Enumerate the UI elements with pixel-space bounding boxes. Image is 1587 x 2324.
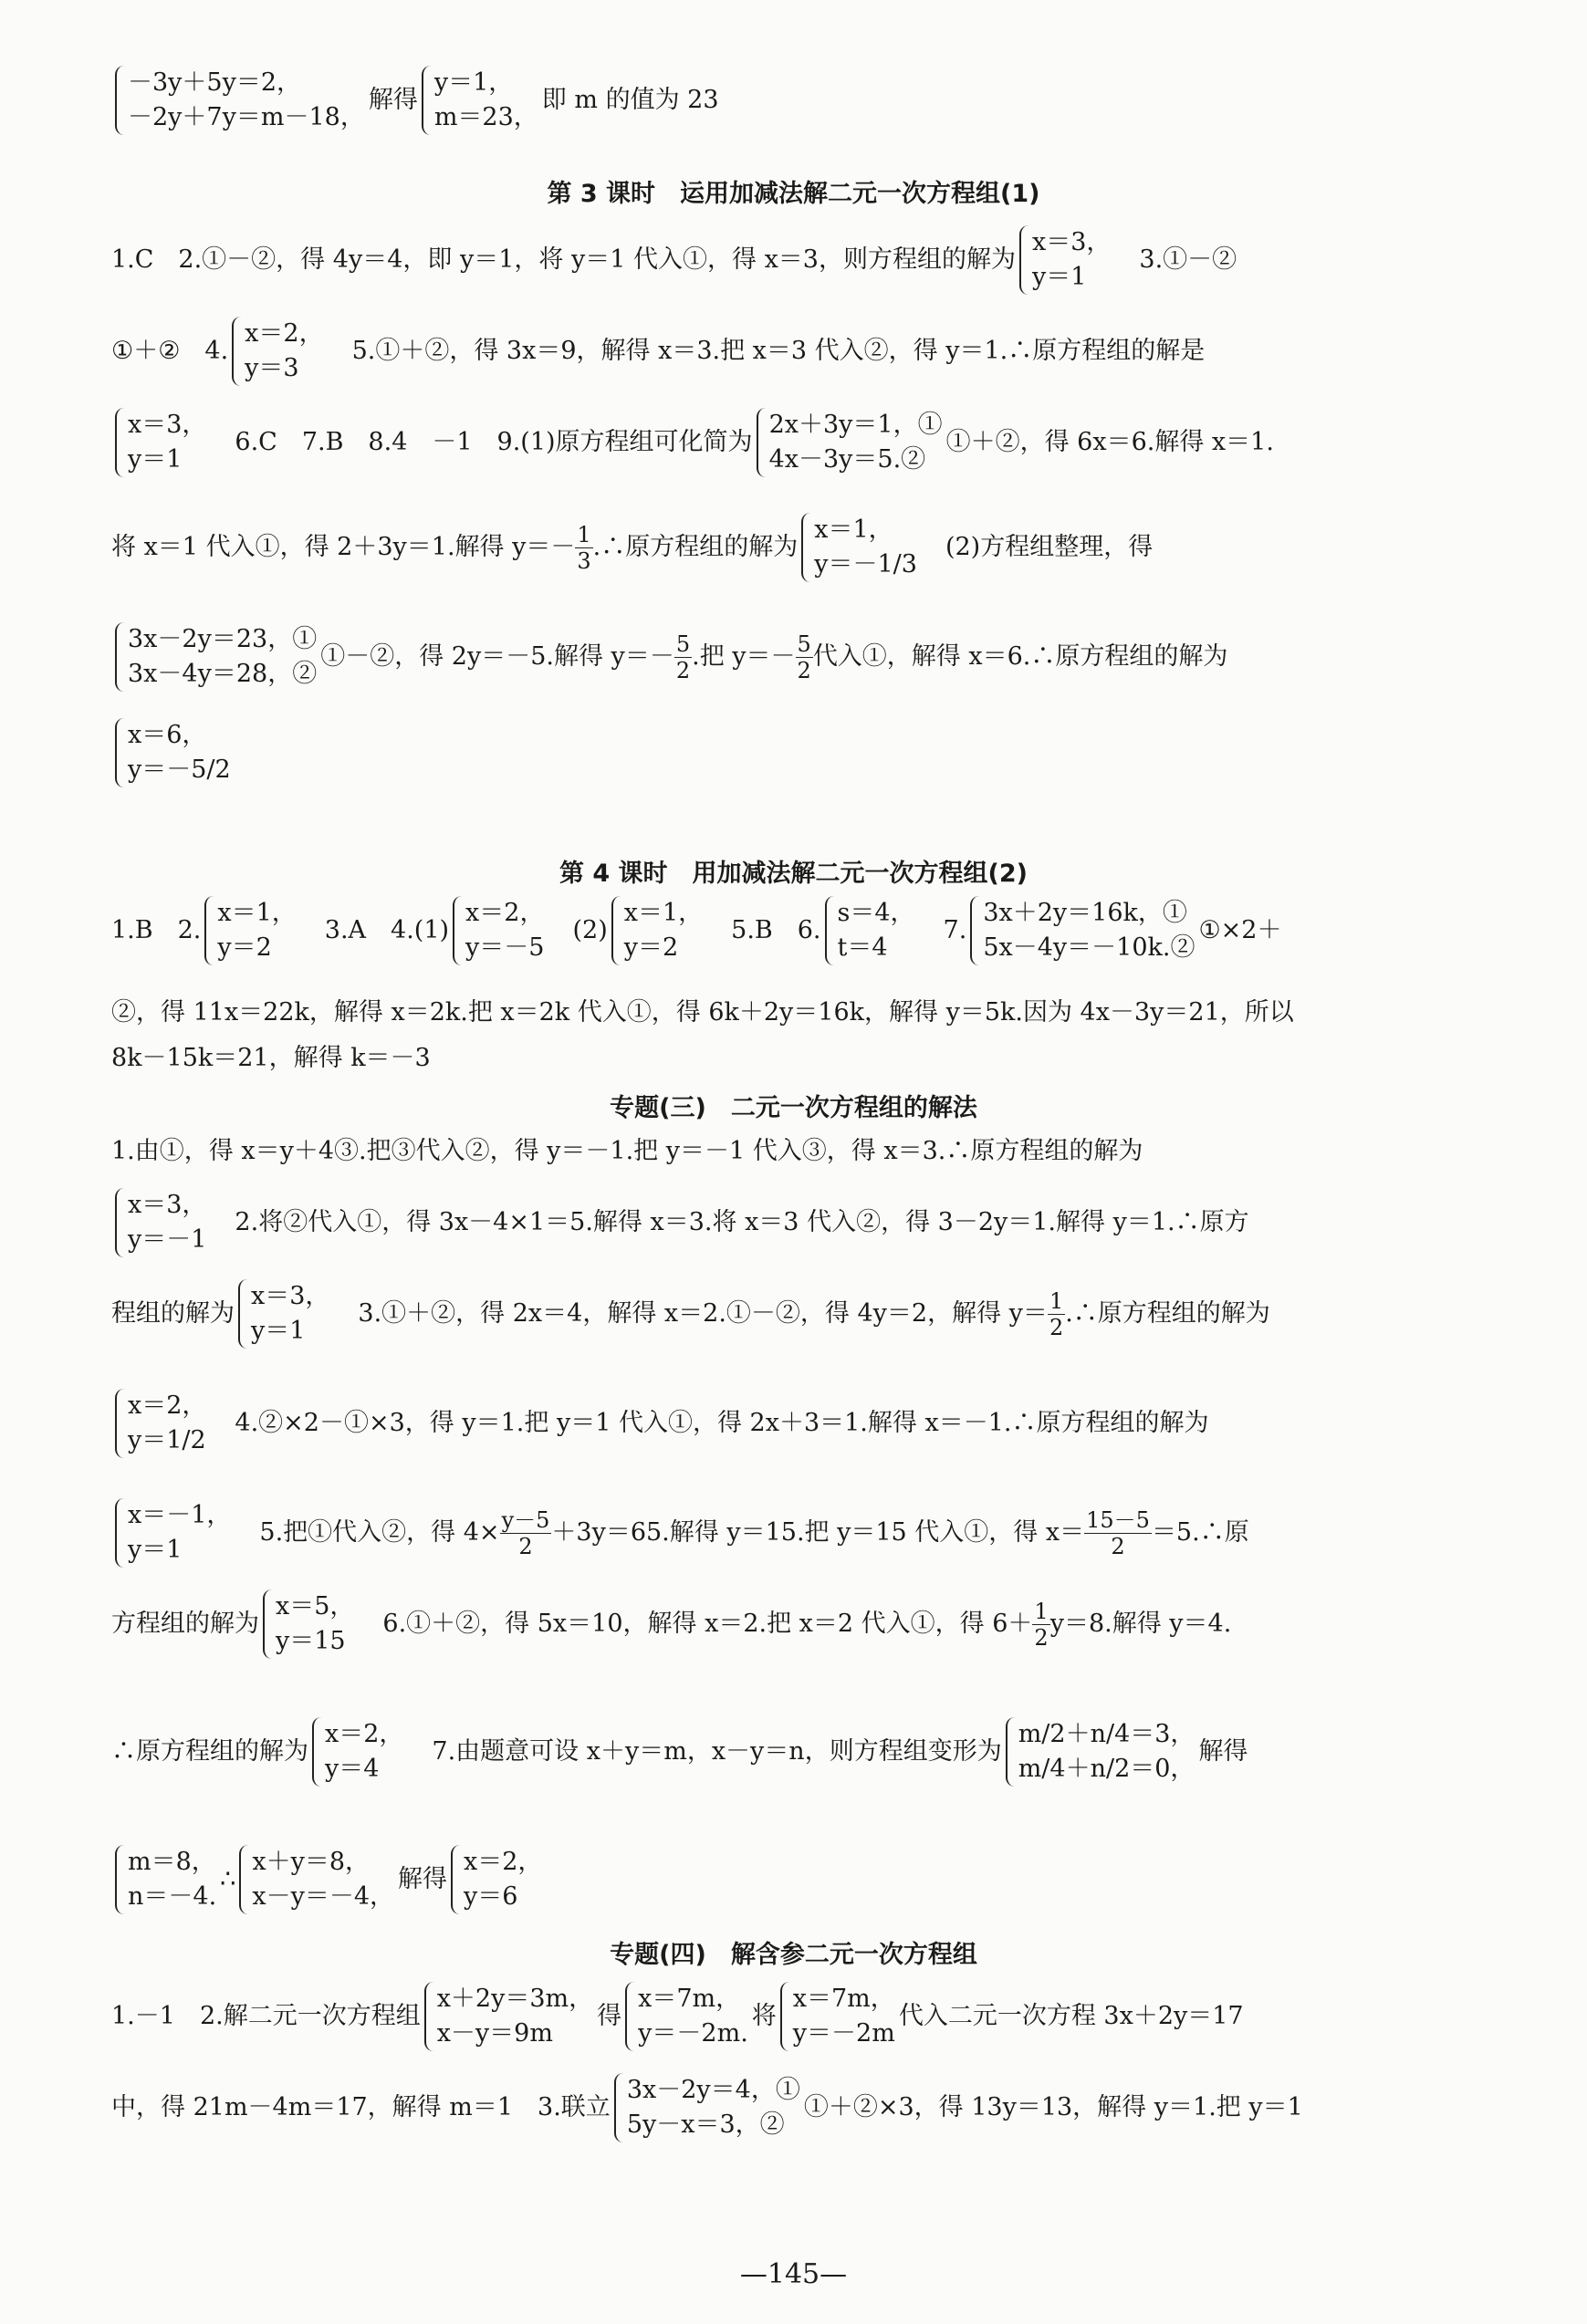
brace-icon: [825, 896, 834, 965]
equation-system: [780, 1982, 895, 2051]
equation-row: x＝3，: [128, 1191, 207, 1219]
answer-text: 1.C 2.①－②，得 4y＝4，即 y＝1，将 y＝1 代入①，得 x＝3，则方程组的解为: [111, 245, 1016, 274]
answer-text: 7.: [918, 916, 967, 944]
answer-line: [111, 64, 1377, 137]
equation-system: [453, 896, 544, 965]
answer-text: ①＋②，得 6x＝6.解得 x＝1.: [945, 428, 1274, 456]
brace-icon: [312, 1717, 321, 1787]
brace-icon: [1019, 225, 1028, 295]
denominator: 2: [1034, 1624, 1049, 1651]
equation-system: [451, 1845, 542, 1914]
equation-system: [115, 1498, 231, 1568]
answer-text: 中，得 21m－4m＝17，解得 m＝1 3.联立: [111, 2093, 611, 2121]
equation-row: x＝3，: [1031, 228, 1112, 256]
equation-system: [801, 513, 917, 582]
answer-text: ①＋② 4.: [111, 337, 229, 365]
equation-row: y＝1: [128, 1536, 183, 1564]
answer-line: [111, 2071, 1377, 2144]
brace-icon: [1006, 1717, 1015, 1787]
equation-system: [970, 896, 1195, 965]
equation-row: x＝1，: [623, 899, 704, 927]
equation-system: [312, 1717, 403, 1787]
answer-line: [111, 224, 1377, 297]
fraction: [575, 522, 592, 574]
equation-row: y＝1: [128, 445, 183, 474]
fraction: [674, 631, 692, 683]
equation-system: [232, 317, 323, 386]
answer-line: [111, 1115, 1377, 1188]
equation-system: [115, 1845, 216, 1914]
brace-icon: [115, 1389, 124, 1458]
equation-row: m/4＋n/2＝0，: [1018, 1755, 1195, 1783]
numerator: y－5: [501, 1506, 550, 1533]
answer-text: ①×2＋: [1198, 916, 1282, 944]
answer-text: (2): [548, 916, 608, 944]
section-heading: 专题(三) 二元一次方程组的解法: [610, 1094, 977, 1122]
equation-row: n＝－4.: [128, 1882, 217, 1911]
answer-text: 4.②×2－①×3，得 y＝1.把 y＝1 代入①，得 2x＋3＝1.解得 x＝－1.∴原方程组的解为: [210, 1409, 1209, 1437]
equation-row: x＝7m，: [792, 1985, 895, 2013]
answer-line: [111, 1496, 1377, 1569]
equation-row: y＝4: [325, 1755, 380, 1783]
numerator: 5: [675, 631, 691, 657]
equation-row: －2y＋7y＝m－18，: [128, 103, 365, 131]
equation-row: y＝6: [464, 1882, 518, 1911]
answer-text: 解得: [398, 1865, 448, 1893]
answer-line: [111, 511, 1377, 584]
answer-line: [111, 1277, 1377, 1350]
answer-text: 代入①，解得 x＝6.∴原方程组的解为: [812, 642, 1228, 671]
answer-text: 将: [751, 2002, 777, 2030]
answer-text: 得: [597, 2002, 622, 2030]
equation-row: x＝2，: [465, 899, 545, 927]
denominator: 2: [675, 657, 691, 683]
equation-system: [614, 2073, 800, 2142]
equation-row: y＝1: [1031, 263, 1087, 291]
answer-line: [111, 716, 1377, 789]
equation-row: y＝－5/2: [128, 756, 231, 784]
section-heading: 专题(四) 解含参二元一次方程组: [610, 1941, 977, 1969]
equation-system: [115, 408, 206, 477]
answer-text: ∴: [220, 1865, 236, 1893]
answer-line: [111, 1980, 1377, 2053]
equation-system: [115, 1389, 206, 1458]
brace-icon: [263, 1589, 272, 1659]
brace-icon: [451, 1845, 460, 1914]
answer-text: 1.－1 2.解二元一次方程组: [111, 2002, 421, 2030]
equation-system: [757, 408, 943, 477]
brace-icon: [801, 513, 810, 582]
equation-system: [238, 1279, 329, 1349]
equation-row: y＝1: [251, 1317, 306, 1345]
brace-icon: [422, 66, 431, 135]
brace-icon: [611, 896, 621, 965]
section-heading: 第 4 课时 用加减法解二元一次方程组(2): [559, 860, 1028, 888]
equation-row: x－y＝9m: [436, 2019, 553, 2048]
equation-system: [424, 1982, 593, 2051]
section-heading: 第 3 课时 运用加减法解二元一次方程组(1): [547, 180, 1040, 208]
answer-text: ＝5.∴原: [1151, 1518, 1249, 1547]
equation-row: x＝2，: [325, 1720, 404, 1748]
equation-row: m＝23，: [433, 103, 538, 131]
equation-row: x＝3，: [251, 1282, 330, 1310]
answer-text: 3.A 4.(1): [299, 916, 450, 944]
answer-line: [111, 1843, 1377, 1916]
equation-system: [422, 66, 538, 135]
denominator: 2: [518, 1533, 533, 1559]
brace-icon: [115, 1188, 124, 1257]
answer-text: ②，得 11x＝22k，解得 x＝2k.把 x＝2k 代入①，得 6k＋2y＝16k，解得 y＝5k.因为 4x－3y＝21，所以: [111, 998, 1294, 1027]
answer-text: 将 x＝1 代入①，得 2＋3y＝1.解得 y＝－: [111, 533, 576, 561]
answer-text: .∴原方程组的解为: [1065, 1299, 1270, 1328]
equation-row: 5y－x＝3，②: [626, 2110, 785, 2139]
equation-row: y＝－1: [128, 1225, 207, 1254]
equation-system: [115, 66, 365, 135]
equation-system: [825, 896, 915, 965]
equation-row: y＝3: [245, 354, 299, 382]
equation-row: s＝4，: [837, 899, 915, 927]
fraction: [500, 1507, 552, 1559]
answer-text: (2)方程组整理，得: [920, 533, 1154, 561]
brace-icon: [625, 1982, 634, 2051]
equation-row: y＝－2m.: [638, 2019, 748, 2048]
answer-text: ①－②，得 2y＝－5.解得 y＝－: [320, 642, 674, 671]
equation-row: t＝4: [837, 933, 888, 962]
equation-row: x＝2，: [245, 319, 324, 348]
answer-text: 6.C 7.B 8.4 －1 9.(1)原方程组可化简为: [210, 428, 753, 456]
answer-text: .∴原方程组的解为: [592, 533, 799, 561]
equation-row: x＝2，: [128, 1391, 207, 1420]
brace-icon: [115, 66, 124, 135]
brace-icon: [115, 1498, 124, 1568]
equation-row: x＝1，: [217, 899, 297, 927]
answer-line: [111, 894, 1377, 967]
equation-row: y＝2: [623, 933, 679, 962]
answer-text: 6.①＋②，得 5x＝10，解得 x＝2.把 x＝2 代入①，得 6＋: [358, 1610, 1033, 1638]
equation-system: [115, 1188, 206, 1257]
equation-system: [1006, 1717, 1195, 1787]
answer-line: [111, 1022, 1377, 1095]
equation-row: 3x－4y＝28，②: [128, 660, 318, 688]
equation-row: －3y＋5y＝2，: [128, 68, 302, 97]
answer-line: [111, 1588, 1377, 1661]
answer-text: 3.①＋②，得 2x＝4，解得 x＝2.①－②，得 4y＝2，解得 y＝: [333, 1299, 1048, 1328]
answer-text: 1.由①，得 x＝y＋4③.把③代入②，得 y＝－1.把 y＝－1 代入③，得 x＝3.∴原方程组的解为: [111, 1137, 1143, 1165]
answer-text: y＝8.解得 y＝4.: [1049, 1610, 1232, 1638]
equation-system: [115, 718, 231, 787]
equation-row: x－y＝－4，: [252, 1882, 395, 1911]
brace-icon: [115, 622, 124, 692]
answer-text: 8k－15k＝21，解得 k＝－3: [111, 1044, 431, 1072]
equation-row: 3x－2y＝4，①: [626, 2076, 800, 2104]
answer-text: 解得: [368, 86, 418, 114]
brace-icon: [970, 896, 979, 965]
equation-row: 2x＋3y＝1，①: [768, 411, 943, 439]
equation-system: [611, 896, 703, 965]
fraction: [1048, 1288, 1065, 1340]
brace-icon: [453, 896, 462, 965]
brace-icon: [757, 408, 766, 477]
brace-icon: [232, 317, 241, 386]
numerator: 1: [1034, 1598, 1049, 1624]
answer-text: 5.把①代入②，得 4×: [235, 1518, 500, 1547]
brace-icon: [115, 718, 124, 787]
answer-text: 方程组的解为: [111, 1610, 259, 1638]
equation-system: [204, 896, 296, 965]
answer-text: ＋3y＝65.解得 y＝15.把 y＝15 代入①，得 x＝: [551, 1518, 1085, 1547]
equation-row: x＋y＝8，: [252, 1848, 371, 1876]
equation-row: x＝6，: [128, 721, 207, 749]
numerator: 15－5: [1086, 1506, 1150, 1533]
equation-row: x＝－1，: [128, 1501, 232, 1529]
equation-row: 3x－2y＝23，①: [128, 625, 318, 653]
answer-text: 7.由题意可设 x＋y＝m，x－y＝n，则方程组变形为: [407, 1737, 1002, 1766]
equation-row: y＝－1/3: [814, 550, 917, 578]
page-number: —145—: [739, 2258, 848, 2290]
numerator: 5: [797, 631, 811, 657]
equation-row: y＝－5: [465, 933, 545, 962]
denominator: 2: [797, 657, 811, 683]
answer-text: ∴原方程组的解为: [111, 1737, 308, 1766]
brace-icon: [115, 1845, 124, 1914]
brace-icon: [239, 1845, 248, 1914]
brace-icon: [780, 1982, 789, 2051]
answer-line: [111, 620, 1377, 693]
equation-row: 3x＋2y＝16k，①: [983, 899, 1187, 927]
equation-system: [625, 1982, 748, 2051]
answer-text: 1.B 2.: [111, 916, 202, 944]
equation-row: x＋2y＝3m，: [436, 1985, 594, 2013]
answer-line: [111, 1715, 1377, 1788]
answer-text: 解得: [1198, 1737, 1248, 1766]
equation-system: [115, 622, 317, 692]
equation-row: 5x－4y＝－10k.②: [983, 933, 1195, 962]
equation-row: x＝5，: [276, 1592, 355, 1621]
answer-line: [111, 1186, 1377, 1259]
answer-text: .把 y＝－: [692, 642, 796, 671]
brace-icon: [115, 408, 124, 477]
equation-system: [239, 1845, 394, 1914]
answer-text: 2.将②代入①，得 3x－4×1＝5.解得 x＝3.将 x＝3 代入②，得 3－2y＝1.解得 y＝1.∴原方: [210, 1208, 1249, 1236]
equation-row: m/2＋n/4＝3，: [1018, 1720, 1195, 1748]
fraction: [1084, 1507, 1152, 1559]
denominator: 2: [1111, 1533, 1125, 1559]
equation-row: x＝7m，: [638, 1985, 741, 2013]
answer-text: 3.①－②: [1114, 245, 1237, 274]
fraction: [796, 631, 813, 683]
equation-row: y＝1/2: [128, 1426, 206, 1454]
equation-system: [1019, 225, 1111, 295]
brace-icon: [614, 2073, 623, 2142]
answer-text: 5.B 6.: [706, 916, 821, 944]
answer-text: 代入二元一次方程 3x＋2y＝17: [898, 2002, 1244, 2030]
equation-row: y＝15: [276, 1627, 346, 1655]
brace-icon: [204, 896, 214, 965]
fraction: [1032, 1599, 1049, 1651]
answer-line: [111, 406, 1377, 479]
equation-row: y＝－2m: [792, 2019, 895, 2048]
equation-row: 4x－3y＝5.②: [768, 445, 926, 474]
answer-text: 5.①＋②，得 3x＝9，解得 x＝3.把 x＝3 代入②，得 y＝1.∴原方程组的解是: [327, 337, 1206, 365]
denominator: 3: [577, 547, 591, 574]
equation-row: x＝3，: [128, 411, 207, 439]
equation-row: x＝2，: [464, 1848, 543, 1876]
answer-text: 即 m 的值为 23: [541, 86, 719, 114]
answer-line: [111, 315, 1377, 388]
numerator: 1: [577, 521, 591, 547]
denominator: 2: [1049, 1314, 1064, 1340]
equation-row: x＝1，: [814, 516, 893, 544]
equation-system: [263, 1589, 354, 1659]
numerator: 1: [1049, 1287, 1064, 1314]
equation-row: y＝2: [217, 933, 272, 962]
answer-line: [111, 1387, 1377, 1460]
answer-text: ①＋②×3，得 13y＝13，解得 y＝1.把 y＝1: [803, 2093, 1303, 2121]
answer-text: 程组的解为: [111, 1299, 235, 1328]
equation-row: m＝8，: [128, 1848, 216, 1876]
brace-icon: [238, 1279, 247, 1349]
brace-icon: [424, 1982, 433, 2051]
equation-row: y＝1，: [433, 68, 514, 97]
